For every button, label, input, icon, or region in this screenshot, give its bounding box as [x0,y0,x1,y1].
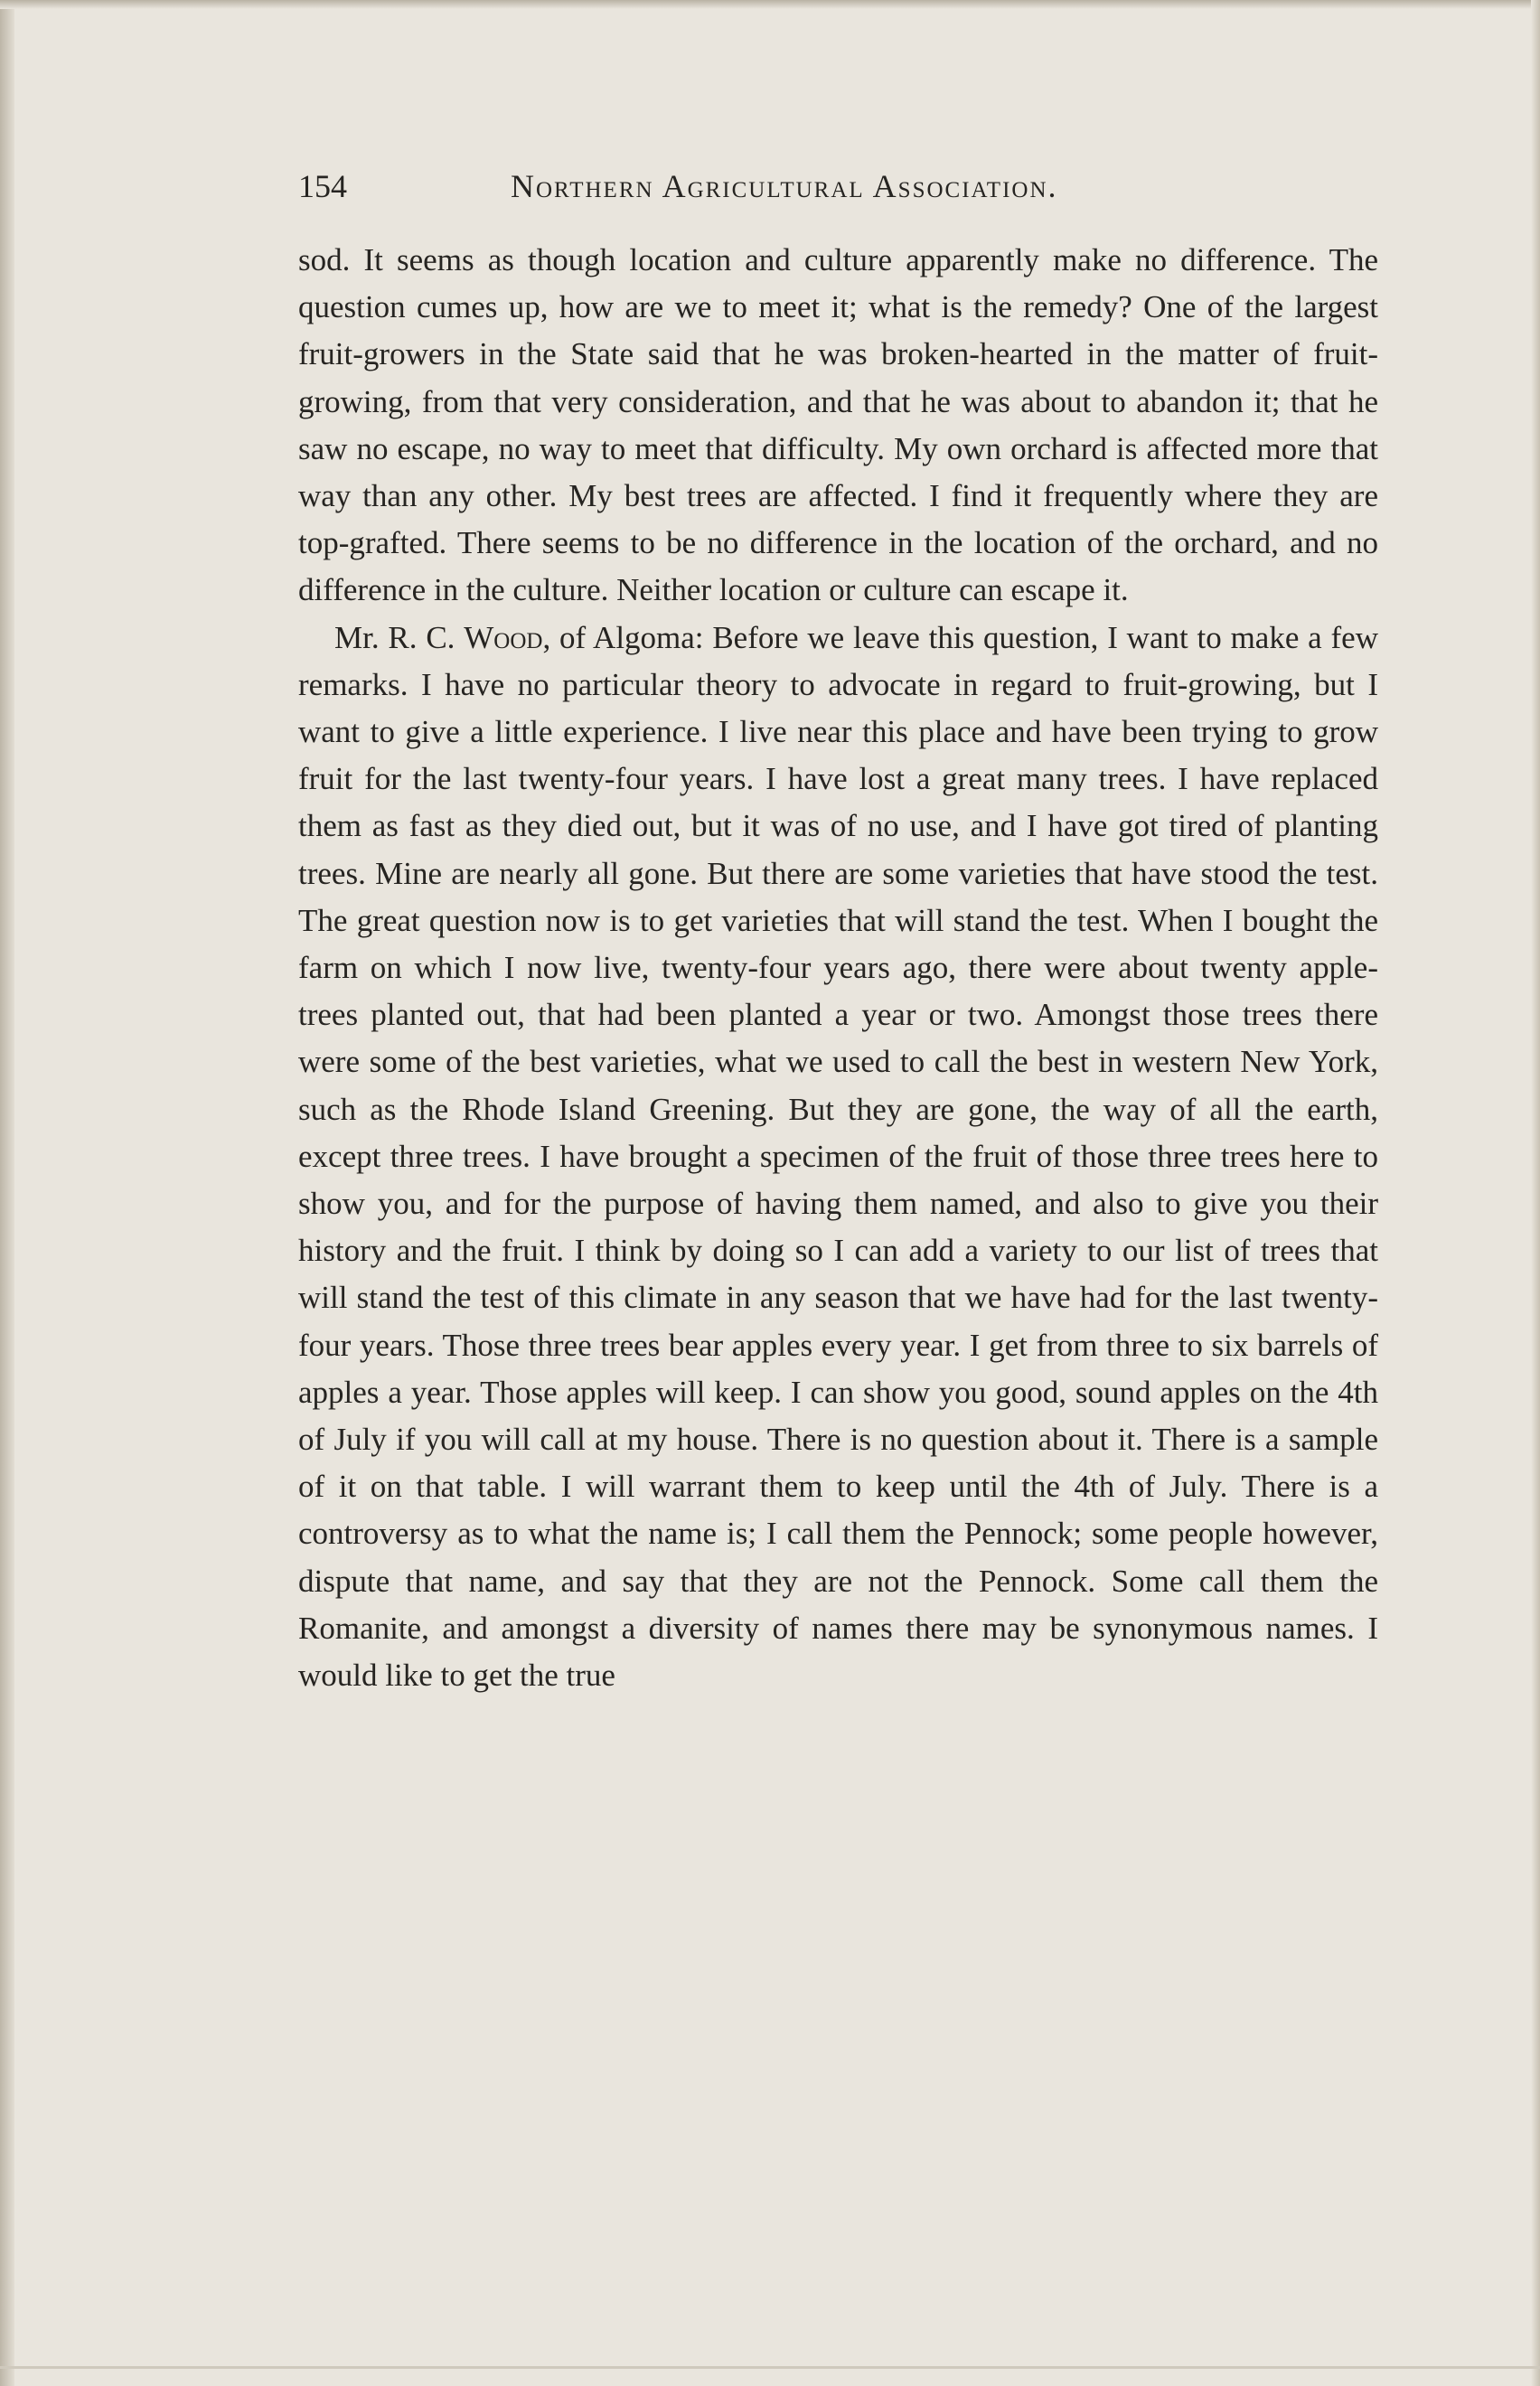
speaker-name: Wood [464,619,543,655]
page-right-edge [1531,0,1540,2386]
page-top-edge [0,0,1540,9]
paragraph-2-text: , of Algoma: Before we leave this question, I want to make a few remarks. I have no particular theory to advocate in regard to fruit-growing, but I want to give a little experience. I live near this place and have been trying to grow fruit for the last twenty-four years. I have lost a great many trees. I have replaced them as fast as they died out, but it was of no use, and I have got tired of planting trees. Mine are nearly all gone. But there are some varieties that have stood the test. The great question now is to get varieties that will stand the test. When I bought the farm on which I now live, twenty-four years ago, there were about twenty apple-trees planted out, that had been planted a year or two. Amongst those trees there were some of the best varieties, what we used to call the best in western New York, such as the Rhode Island Greening. But they are gone, the way of all the earth, except three trees. I have brought a specimen of the fruit of those three trees here to show you, and for the purpose of having them named, and also to give you their history and the fruit. I think by doing so I can add a variety to our list of trees that will stand the test of this climate in any season that we have had for the last twenty-four years. Those three trees bear apples every year. I get from three to six barrels of apples a year. Those apples will keep. I can show you good, sound apples on the 4th of July if you will call at my house. There is no question about it. There is a sample of it on that table. I will warrant them to keep until the 4th of July. There is a controversy as to what the name is; I call them the Pennock; some people however, dispute that name, and say that they are not the Pennock. Some call them the Romanite, and amongst a diversity of names there may be synonymous names. I would like to get the true [298,619,1378,1694]
page-number: 154 [298,168,347,204]
page-header [298,167,1378,221]
page-gutter [0,0,14,2386]
body-text [298,237,1378,1699]
paragraph-1: sod. It seems as though location and culture apparently make no difference. The question cumes up, how are we to meet it; what is the remedy? One of the largest fruit-growers in the State said that he was broken-hearted in the matter of fruit-growing, from that very consideration, and that he was about to abandon it; that he saw no escape, no way to meet that difficulty. My own orchard is affected more that way than any other. My best trees are affected. I find it frequently where they are top-grafted. There seems to be no difference in the location of the orchard, and no difference in the culture. Neither location or culture can escape it. [298,242,1378,608]
bottom-edge-rule [0,2366,1540,2369]
paragraph-2 [298,615,1378,1700]
running-head: Northern Agricultural Association. [511,168,1058,204]
paragraph-2-lead: Mr. R. C. [334,619,465,655]
